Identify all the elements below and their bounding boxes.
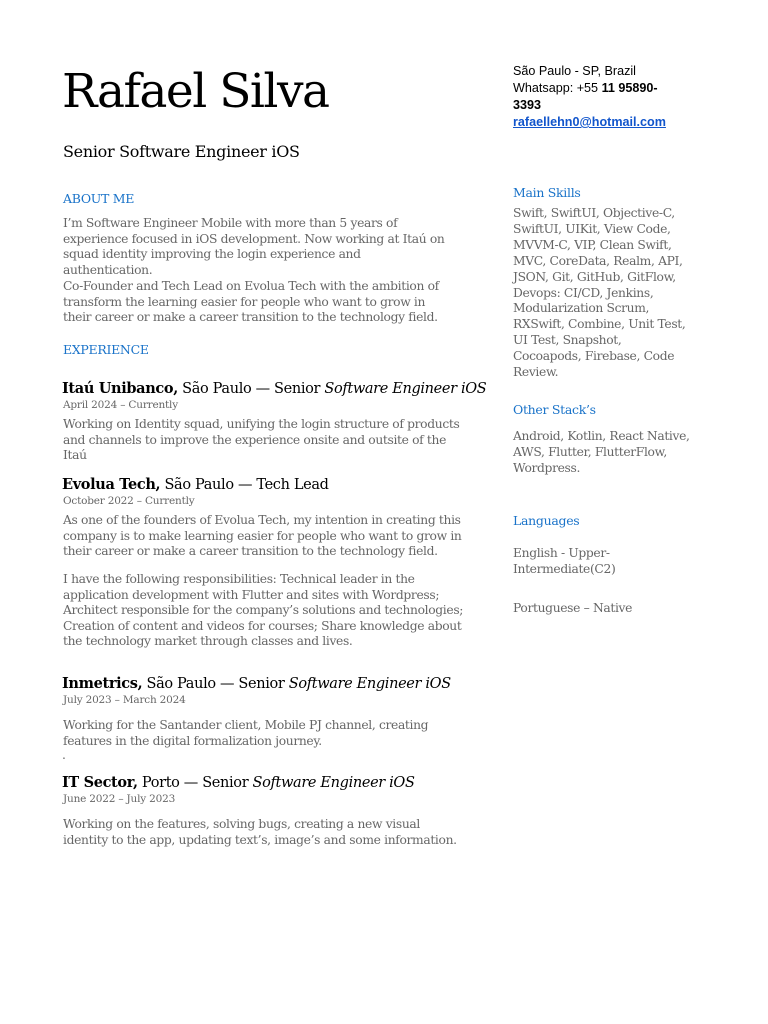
job-title-headline: Senior Software Engineer iOS (63, 142, 300, 161)
job-description: Working on the features, solving bugs, creating a new visual identity to the app, updating text’s, image’s and some information. (63, 817, 457, 847)
experience-heading: EXPERIENCE (63, 342, 149, 357)
job-location: Porto — Senior (137, 775, 253, 791)
job-description: Working for the Santander client, Mobile PJ channel, creating features in the digital formalization journey. (63, 718, 429, 748)
job-description-responsibilities: I have the following responsibilities: Technical leader in the application development with Flutter and sites with Wordpress; Architect responsible for the company’s solutions and technologies; Creation of content and videos for courses; Share knowledge about the technology market through classes and lives. (63, 572, 464, 648)
main-skills-list: Swift, SwiftUI, Objective-C, SwiftUI, UIKit, View Code, MVVM-C, VIP, Clean Swift, MVC, CoreData, Realm, API, JSON, Git, GitHub, GitFlow, Devops: CI/CD, Jenkins, Modularization Scrum, RXSwift, Combine, Unit Test, UI Test, Snapshot, Cocoapods, Firebase, Code Review. (513, 206, 686, 380)
job-dates: October 2022 – Currently (63, 495, 195, 507)
job-title-itsector (62, 774, 415, 792)
main-skills-heading: Main Skills (513, 185, 581, 200)
job-company: Itaú Unibanco, (62, 380, 178, 397)
job-dates: April 2024 – Currently (63, 399, 178, 411)
job-location: São Paulo — Senior (142, 676, 289, 692)
job-company: Inmetrics, (62, 675, 143, 692)
job-company: IT Sector, (62, 774, 138, 791)
job-dates: June 2022 – July 2023 (63, 793, 176, 805)
email-link[interactable]: rafaellehn0@hotmail.com (513, 115, 666, 129)
stray-period: . (62, 748, 66, 762)
job-description: As one of the founders of Evolua Tech, my intention in creating this company is to make learning easier for people who want to grow in their career or make a career transition to the technology field. (63, 513, 462, 558)
job-title-inmetrics (62, 675, 451, 693)
job-dates: July 2023 – March 2024 (63, 694, 186, 706)
whatsapp-number: 11 95890-3393 (513, 81, 658, 112)
contact-location: São Paulo - SP, Brazil (513, 64, 636, 78)
other-stacks-list: Android, Kotlin, React Native, AWS, Flutter, FlutterFlow, Wordpress. (513, 429, 690, 475)
job-company: Evolua Tech, (62, 476, 161, 493)
job-position: Software Engineer iOS (252, 775, 415, 791)
about-heading: ABOUT ME (63, 191, 135, 206)
candidate-name: Rafael Silva (62, 64, 329, 119)
job-position: Software Engineer iOS (288, 676, 451, 692)
contact-block (513, 63, 683, 131)
job-title-evolua (62, 476, 329, 494)
job-location: São Paulo — Senior (177, 381, 325, 397)
language-item-portuguese: Portuguese – Native (513, 601, 633, 615)
job-location: São Paulo — Tech Lead (160, 477, 329, 493)
job-title-itau (62, 380, 486, 398)
job-position: Software Engineer iOS (324, 381, 487, 397)
whatsapp-prefix: Whatsapp: +55 (513, 81, 602, 95)
languages-heading: Languages (513, 513, 580, 528)
contact-whatsapp (513, 80, 683, 114)
about-paragraph-1: I’m Software Engineer Mobile with more than 5 years of experience focused in iOS development. Now working at Itaú on squad identity improving the login experience and authentication. (63, 216, 445, 277)
about-paragraph-2: Co-Founder and Tech Lead on Evolua Tech with the ambition of transform the learning easier for people who want to grow in their career or make a career transition to the technology field. (63, 279, 439, 324)
other-stacks-heading: Other Stack’s (513, 402, 596, 417)
language-item-english: English - Upper-Intermediate(C2) (513, 546, 616, 576)
job-description: Working on Identity squad, unifying the login structure of products and channels to improve the experience onsite and outsite of the Itaú (63, 417, 460, 462)
